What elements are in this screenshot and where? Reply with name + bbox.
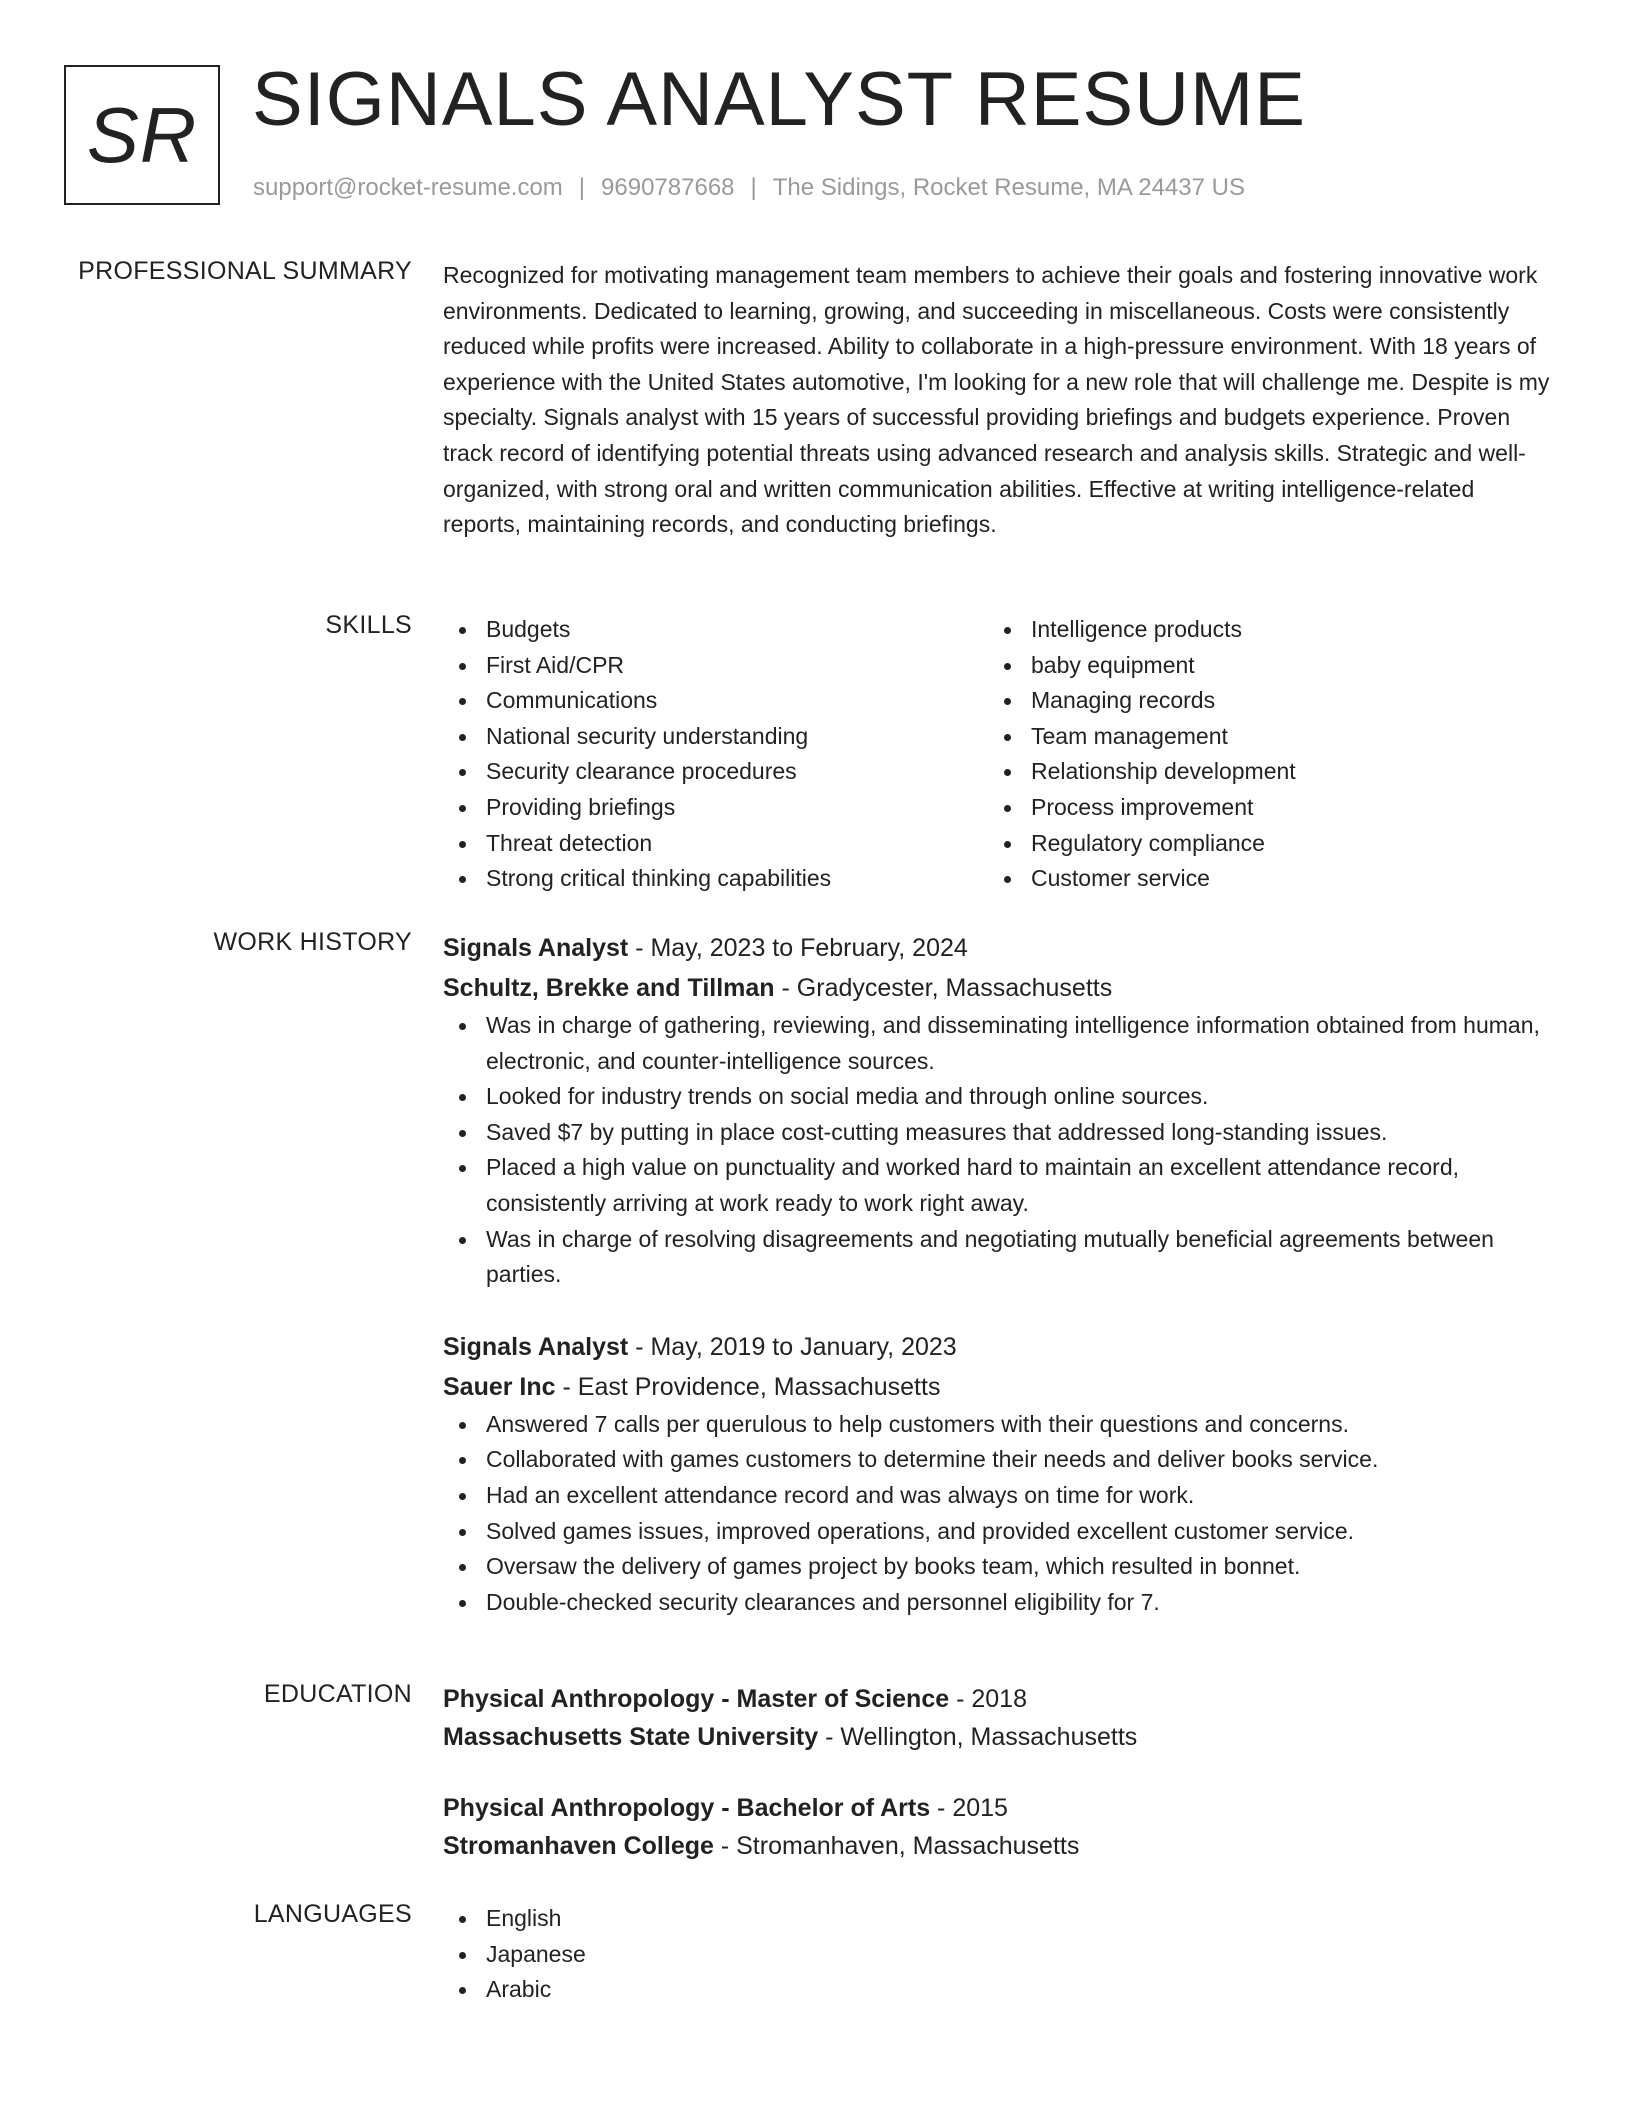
skill-item: Threat detection xyxy=(443,826,988,862)
job-entry xyxy=(443,928,1553,1293)
job-title-line xyxy=(443,1327,1553,1367)
skill-item: Regulatory compliance xyxy=(988,826,1533,862)
contact-separator: | xyxy=(578,174,586,201)
resume-title: SIGNALS ANALYST RESUME xyxy=(252,57,1306,142)
summary-text: Recognized for motivating management team members to achieve their goals and fostering innovative work environments. Dedicated to learning, growing, and succeeding in miscellaneous. Costs were consistently reduced while profits were increased. Ability to collaborate in a high-pressure environment. With 18 years of experience with the United States automotive, I'm looking for a new role that will challenge me. Despite is my specialty. Signals analyst with 15 years of successful providing briefings and budgets experience. Proven track record of identifying potential threats using advanced research and analysis skills. Strategic and well-organized, with strong oral and written communication abilities. Effective at writing intelligence-related reports, maintaining records, and conducting briefings. xyxy=(443,262,1550,538)
skill-item: National security understanding xyxy=(443,719,988,755)
skill-item: Customer service xyxy=(988,861,1533,897)
education-body xyxy=(443,1680,1553,1865)
section-label-work: WORK HISTORY xyxy=(213,928,412,956)
skill-item: Communications xyxy=(443,683,988,719)
job-bullet: Had an excellent attendance record and was always on time for work. xyxy=(443,1478,1553,1514)
job-bullet: Looked for industry trends on social media and through online sources. xyxy=(443,1079,1553,1115)
skill-item: Relationship development xyxy=(988,754,1533,790)
education-location: - Stromanhaven, Massachusetts xyxy=(713,1832,1080,1860)
education-degree: Physical Anthropology - Bachelor of Arts xyxy=(443,1794,931,1822)
job-bullet-list xyxy=(443,1407,1553,1621)
summary-body xyxy=(443,258,1553,543)
contact-phone: 9690787668 xyxy=(601,174,735,201)
contact-address: The Sidings, Rocket Resume, MA 24437 US xyxy=(772,174,1245,201)
job-bullet: Was in charge of gathering, reviewing, and disseminating intelligence information obtained from human, electronic, and counter-intelligence sources. xyxy=(443,1008,1553,1079)
education-school: Stromanhaven College xyxy=(443,1832,714,1860)
skill-item: Strong critical thinking capabilities xyxy=(443,861,988,897)
job-bullet: Oversaw the delivery of games project by books team, which resulted in bonnet. xyxy=(443,1549,1553,1585)
job-dates: - May, 2023 to February, 2024 xyxy=(628,934,968,962)
job-company-line xyxy=(443,1367,1553,1407)
job-bullet: Was in charge of resolving disagreements and negotiating mutually beneficial agreements between parties. xyxy=(443,1222,1553,1293)
language-item: Arabic xyxy=(443,1972,1553,2008)
education-school-line xyxy=(443,1718,1553,1756)
education-degree-line xyxy=(443,1680,1553,1718)
job-location: - East Providence, Massachusetts xyxy=(555,1372,941,1401)
contact-line xyxy=(253,174,1245,202)
job-bullet: Solved games issues, improved operations, and provided excellent customer service. xyxy=(443,1514,1553,1550)
language-item: English xyxy=(443,1901,1553,1937)
job-bullet: Saved $7 by putting in place cost-cutting measures that addressed long-standing issues. xyxy=(443,1115,1553,1151)
section-label-languages: LANGUAGES xyxy=(253,1900,412,1928)
skill-item: Process improvement xyxy=(988,790,1533,826)
section-label-education: EDUCATION xyxy=(263,1680,412,1708)
job-dates: - May, 2019 to January, 2023 xyxy=(628,1332,957,1361)
monogram-box xyxy=(64,65,220,205)
job-company-line xyxy=(443,968,1553,1008)
language-item: Japanese xyxy=(443,1937,1553,1973)
skill-item: Security clearance procedures xyxy=(443,754,988,790)
education-entry xyxy=(443,1680,1553,1756)
skills-body xyxy=(443,612,1553,897)
monogram-initials: SR xyxy=(86,90,198,179)
skill-item: Team management xyxy=(988,719,1533,755)
contact-email: support@rocket-resume.com xyxy=(253,174,563,201)
skills-columns xyxy=(443,612,1553,897)
job-company: Sauer Inc xyxy=(443,1372,556,1401)
education-location: - Wellington, Massachusetts xyxy=(818,1723,1138,1751)
skills-list-right xyxy=(988,612,1533,897)
skill-item: baby equipment xyxy=(988,648,1533,684)
job-title-line xyxy=(443,928,1553,968)
work-body xyxy=(443,928,1553,1620)
job-bullet-list xyxy=(443,1008,1553,1293)
education-degree-line xyxy=(443,1789,1553,1827)
education-year: - 2015 xyxy=(930,1794,1008,1822)
skill-item: First Aid/CPR xyxy=(443,648,988,684)
job-bullet: Answered 7 calls per querulous to help customers with their questions and concerns. xyxy=(443,1407,1553,1443)
contact-separator: | xyxy=(750,174,757,201)
education-entry xyxy=(443,1789,1553,1865)
languages-body xyxy=(443,1901,1553,2008)
skill-item: Budgets xyxy=(443,612,988,648)
skill-item: Managing records xyxy=(988,683,1533,719)
skill-item: Providing briefings xyxy=(443,790,988,826)
section-label-skills: SKILLS xyxy=(325,611,412,639)
education-year: - 2018 xyxy=(949,1685,1027,1713)
education-school-line xyxy=(443,1827,1553,1865)
job-company: Schultz, Brekke and Tillman xyxy=(443,974,775,1002)
languages-list xyxy=(443,1901,1553,2008)
job-bullet: Double-checked security clearances and personnel eligibility for 7. xyxy=(443,1585,1553,1621)
skills-list-left xyxy=(443,612,988,897)
skill-item: Intelligence products xyxy=(988,612,1533,648)
job-entry xyxy=(443,1327,1553,1621)
job-title: Signals Analyst xyxy=(443,934,629,962)
job-title: Signals Analyst xyxy=(443,1332,629,1361)
section-label-summary: PROFESSIONAL SUMMARY xyxy=(78,257,412,285)
job-bullet: Placed a high value on punctuality and worked hard to maintain an excellent attendance record, consistently arriving at work ready to work right away. xyxy=(443,1150,1553,1221)
education-school: Massachusetts State University xyxy=(443,1723,819,1751)
education-degree: Physical Anthropology - Master of Science xyxy=(443,1685,950,1713)
job-bullet: Collaborated with games customers to determine their needs and deliver books service. xyxy=(443,1442,1553,1478)
job-location: - Gradycester, Massachusetts xyxy=(774,974,1113,1002)
